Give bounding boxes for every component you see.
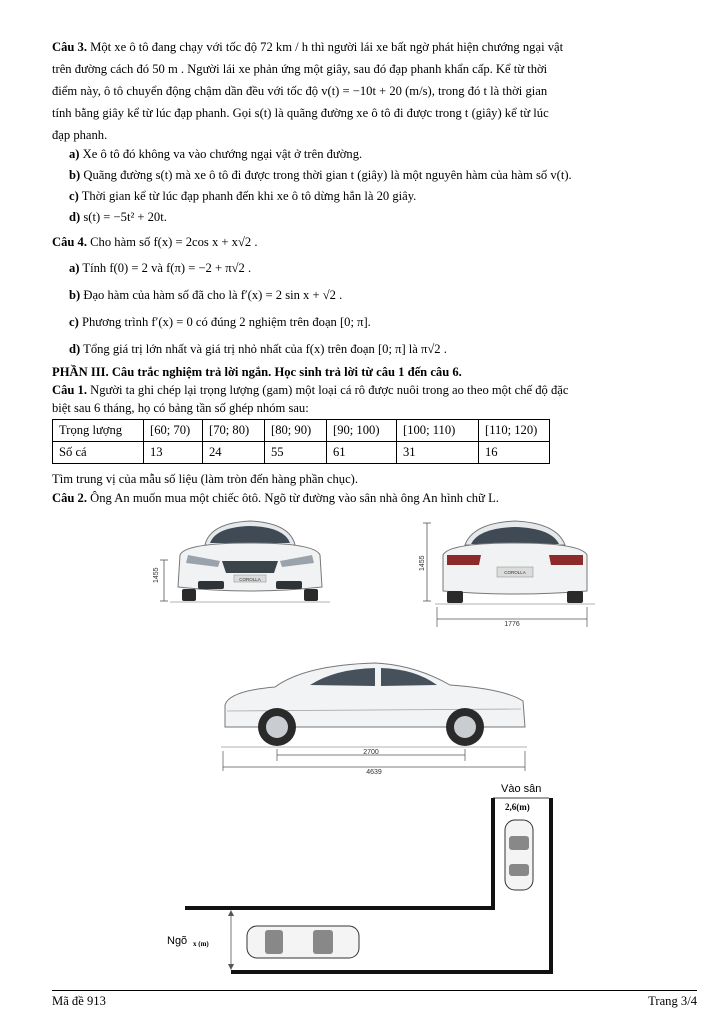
car-side-view — [215, 655, 535, 775]
q3-line-3: điểm này, ô tô chuyển động chậm dần đều với tốc độ v(t) = −10t + 20 (m/s), trong đó t là thời gian — [52, 84, 548, 98]
p3q1-line-2: biệt sau 6 tháng, họ có bảng tần số ghép nhóm sau: — [52, 401, 309, 415]
svg-text:4639: 4639 — [366, 769, 382, 775]
svg-text:2,6(m): 2,6(m) — [505, 802, 530, 812]
q3-line-5: đạp phanh. — [52, 128, 108, 142]
car-top-view-yard — [505, 820, 533, 890]
table-cell: [60; 70) — [144, 420, 203, 442]
table-cell: Trọng lượng — [53, 420, 144, 442]
q4-option-a: a) Tính f(0) = 2 và f(π) = −2 + π√2 . — [69, 261, 252, 275]
p3q1-line-1: Câu 1. Người ta ghi chép lại trọng lượng (gam) một loại cá rô được nuôi trong ao theo một chế độ đặc — [52, 383, 569, 397]
svg-text:Ngõ: Ngõ — [167, 935, 188, 947]
table-row — [53, 442, 550, 464]
table-row — [53, 420, 550, 442]
svg-text:1455: 1455 — [419, 555, 426, 571]
table-cell: [80; 90) — [265, 420, 327, 442]
p3q2-text: Câu 2. Ông An muốn mua một chiếc ôtô. Ngõ từ đường vào sân nhà ông An hình chữ L. — [52, 491, 499, 505]
table-cell: 55 — [265, 442, 327, 464]
svg-text:COROLLA: COROLLA — [239, 577, 261, 582]
page-number: Trang 3/4 — [648, 994, 697, 1008]
footer-divider — [52, 990, 697, 991]
q4-option-b: b) Đạo hàm của hàm số đã cho là f′(x) = 2 sin x + √2 . — [69, 288, 343, 302]
svg-text:1776: 1776 — [504, 621, 520, 628]
frequency-table — [52, 419, 550, 464]
part3-heading: PHẦN III. Câu trắc nghiệm trả lời ngắn. Học sinh trả lời từ câu 1 đến câu 6. — [52, 365, 462, 379]
table-cell: 24 — [203, 442, 265, 464]
q3-line-2: trên đường cách đó 50 m . Người lái xe phản ứng một giây, sau đó đạp phanh khẩn cấp. Kể từ thời — [52, 62, 548, 76]
car-rear-view — [415, 515, 615, 630]
table-cell: [90; 100) — [327, 420, 397, 442]
q3-option-b: b) Quãng đường s(t) mà xe ô tô đi được trong thời gian t (giây) là một nguyên hàm của hàm số v(t). — [69, 168, 572, 182]
car-front-view — [150, 515, 350, 615]
table-cell: 13 — [144, 442, 203, 464]
svg-text:Vào sân: Vào sân — [501, 783, 542, 795]
q4-option-c: c) Phương trình f′(x) = 0 có đúng 2 nghiệm trên đoạn [0; π]. — [69, 315, 371, 329]
q3-option-d: d) s(t) = −5t² + 20t. — [69, 210, 167, 224]
table-cell: [100; 110) — [397, 420, 479, 442]
svg-text:2700: 2700 — [363, 749, 379, 756]
p3q1-ask: Tìm trung vị của mẫu số liệu (làm tròn đến hàng phần chục). — [52, 472, 359, 486]
q4-option-d: d) Tổng giá trị lớn nhất và giá trị nhỏ nhất của f(x) trên đoạn [0; π] là π√2 . — [69, 342, 447, 356]
q3-line-1: Câu 3. Một xe ô tô đang chạy với tốc độ 72 km / h thì người lái xe bất ngờ phát hiện chướng ngại vật — [52, 40, 564, 54]
q4-intro: Câu 4. Cho hàm số f(x) = 2cos x + x√2 . — [52, 235, 258, 249]
q3-line-4: tính bằng giây kể từ lúc đạp phanh. Gọi s(t) là quãng đường xe ô tô đi được trong t (giây) kể từ lúc — [52, 106, 549, 120]
l-shaped-alley-diagram — [165, 780, 565, 980]
table-cell: 31 — [397, 442, 479, 464]
table-cell: 16 — [479, 442, 550, 464]
q3-label: Câu 3. — [52, 40, 87, 54]
svg-text:COROLLA: COROLLA — [504, 570, 526, 575]
car-top-view-alley — [247, 926, 359, 958]
table-cell: Số cá — [53, 442, 144, 464]
q3-option-a: a) Xe ô tô đó không va vào chướng ngại vật ở trên đường. — [69, 147, 363, 161]
svg-text:x (m): x (m) — [193, 940, 209, 948]
q3-option-c: c) Thời gian kể từ lúc đạp phanh đến khi xe ô tô dừng hẳn là 20 giây. — [69, 189, 417, 203]
q4-label: Câu 4. — [52, 235, 87, 249]
table-cell: 61 — [327, 442, 397, 464]
table-cell: [110; 120) — [479, 420, 550, 442]
svg-text:1455: 1455 — [153, 567, 160, 583]
table-cell: [70; 80) — [203, 420, 265, 442]
exam-code: Mã đề 913 — [52, 994, 106, 1008]
